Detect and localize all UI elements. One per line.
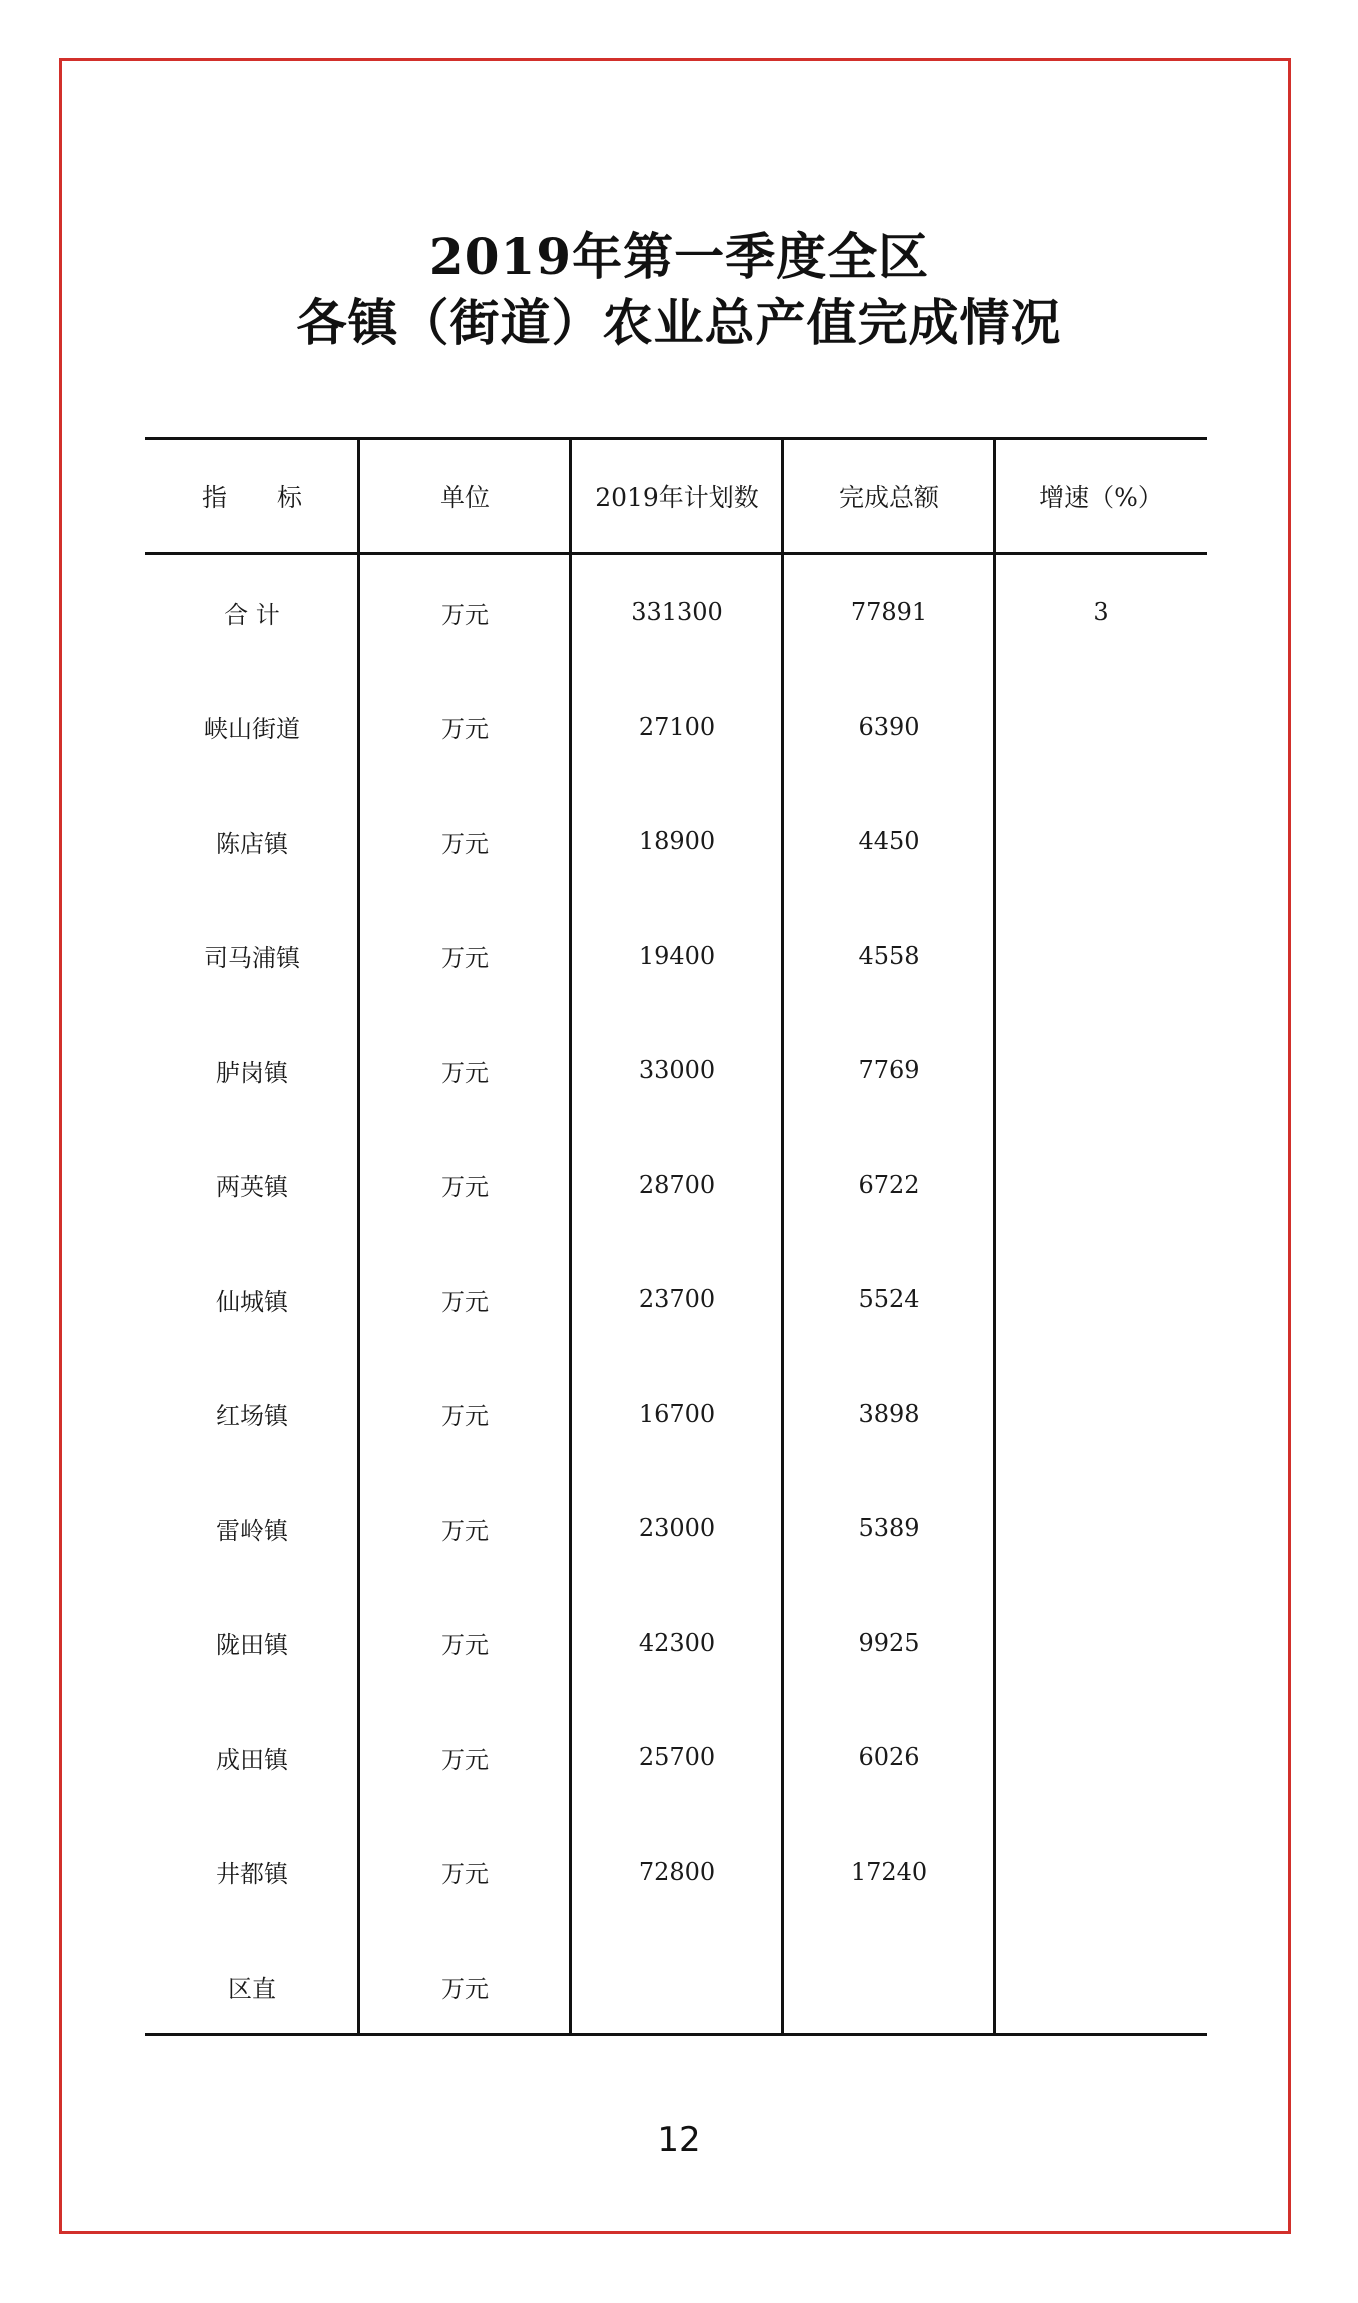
cell-unit: 万元 <box>441 944 489 973</box>
header-completed-total: 完成总额 <box>838 483 939 512</box>
cell-plan-2019: 18900 <box>638 827 716 856</box>
cell-unit: 万元 <box>441 1516 489 1545</box>
cell-completed-total: 5389 <box>858 1514 920 1543</box>
cell-plan-2019: 42300 <box>638 1628 716 1657</box>
header-unit: 单位 <box>439 483 490 512</box>
cell-indicator: 雷岭镇 <box>216 1516 288 1545</box>
cell-indicator: 峡山街道 <box>204 715 300 744</box>
cell-completed-total <box>789 1929 989 2044</box>
cell-growth-rate <box>1001 1357 1201 1472</box>
cell-unit: 万元 <box>441 1860 489 1889</box>
column-divider <box>993 437 996 2036</box>
cell-indicator: 两英镇 <box>216 1173 288 1202</box>
cell-growth-rate <box>1001 1128 1201 1243</box>
page-number: 12 <box>657 2120 701 2160</box>
cell-indicator: 司马浦镇 <box>204 944 300 973</box>
cell-completed-total: 6390 <box>858 712 920 741</box>
cell-completed-total: 17240 <box>850 1857 928 1886</box>
cell-completed-total: 4450 <box>858 827 920 856</box>
cell-indicator: 仙城镇 <box>216 1287 288 1316</box>
cell-unit: 万元 <box>441 1402 489 1431</box>
cell-unit: 万元 <box>441 715 489 744</box>
cell-indicator: 井都镇 <box>216 1860 288 1889</box>
cell-indicator: 红场镇 <box>216 1402 288 1431</box>
cell-indicator: 胪岗镇 <box>216 1058 288 1087</box>
data-table <box>145 437 1207 2036</box>
cell-indicator: 区直 <box>228 1974 276 2003</box>
cell-growth-rate <box>1001 899 1201 1014</box>
cell-plan-2019: 28700 <box>638 1170 716 1199</box>
cell-unit: 万元 <box>441 1745 489 1774</box>
cell-growth-rate <box>1001 1700 1201 1815</box>
cell-completed-total: 6026 <box>858 1743 920 1772</box>
cell-completed-total: 6722 <box>858 1170 920 1199</box>
cell-completed-total: 7769 <box>858 1056 920 1085</box>
column-divider <box>357 437 360 2036</box>
cell-growth-rate <box>1001 784 1201 899</box>
cell-plan-2019: 331300 <box>631 598 723 627</box>
cell-growth-rate <box>1001 1242 1201 1357</box>
cell-plan-2019: 33000 <box>638 1056 716 1085</box>
cell-unit: 万元 <box>441 1058 489 1087</box>
header-growth-rate: 增速（%） <box>1039 483 1163 512</box>
cell-unit: 万元 <box>441 1287 489 1316</box>
page-title-line-2: 各镇（街道）农业总产值完成情况 <box>296 293 1062 352</box>
cell-completed-total: 5524 <box>858 1285 920 1314</box>
cell-unit: 万元 <box>441 1631 489 1660</box>
cell-growth-rate <box>1001 1471 1201 1586</box>
cell-indicator: 成田镇 <box>216 1745 288 1774</box>
cell-plan-2019 <box>577 1929 777 2044</box>
page-title-line-1: 2019年第一季度全区 <box>428 227 930 286</box>
cell-growth-rate <box>1001 1815 1201 1930</box>
cell-unit: 万元 <box>441 1173 489 1202</box>
column-divider <box>569 437 572 2036</box>
column-divider <box>781 437 784 2036</box>
cell-indicator: 陇田镇 <box>216 1631 288 1660</box>
header-plan-2019: 2019年计划数 <box>595 483 759 512</box>
cell-indicator: 陈店镇 <box>216 829 288 858</box>
cell-plan-2019: 16700 <box>638 1399 716 1428</box>
cell-growth-rate: 3 <box>1093 598 1109 627</box>
cell-completed-total: 4558 <box>858 941 920 970</box>
cell-unit: 万元 <box>441 829 489 858</box>
cell-growth-rate <box>1001 670 1201 785</box>
cell-completed-total: 3898 <box>858 1399 920 1428</box>
cell-plan-2019: 25700 <box>638 1743 716 1772</box>
cell-plan-2019: 72800 <box>638 1857 716 1886</box>
cell-growth-rate <box>1001 1929 1201 2044</box>
cell-plan-2019: 23700 <box>638 1285 716 1314</box>
cell-plan-2019: 27100 <box>638 712 716 741</box>
cell-completed-total: 9925 <box>858 1628 920 1657</box>
cell-plan-2019: 23000 <box>638 1514 716 1543</box>
cell-indicator: 合 计 <box>224 600 280 629</box>
cell-unit: 万元 <box>441 1974 489 2003</box>
cell-growth-rate <box>1001 1586 1201 1701</box>
cell-plan-2019: 19400 <box>638 941 716 970</box>
cell-growth-rate <box>1001 1013 1201 1128</box>
cell-unit: 万元 <box>441 600 489 629</box>
header-indicator: 指 标 <box>201 483 302 512</box>
cell-completed-total: 77891 <box>850 598 928 627</box>
